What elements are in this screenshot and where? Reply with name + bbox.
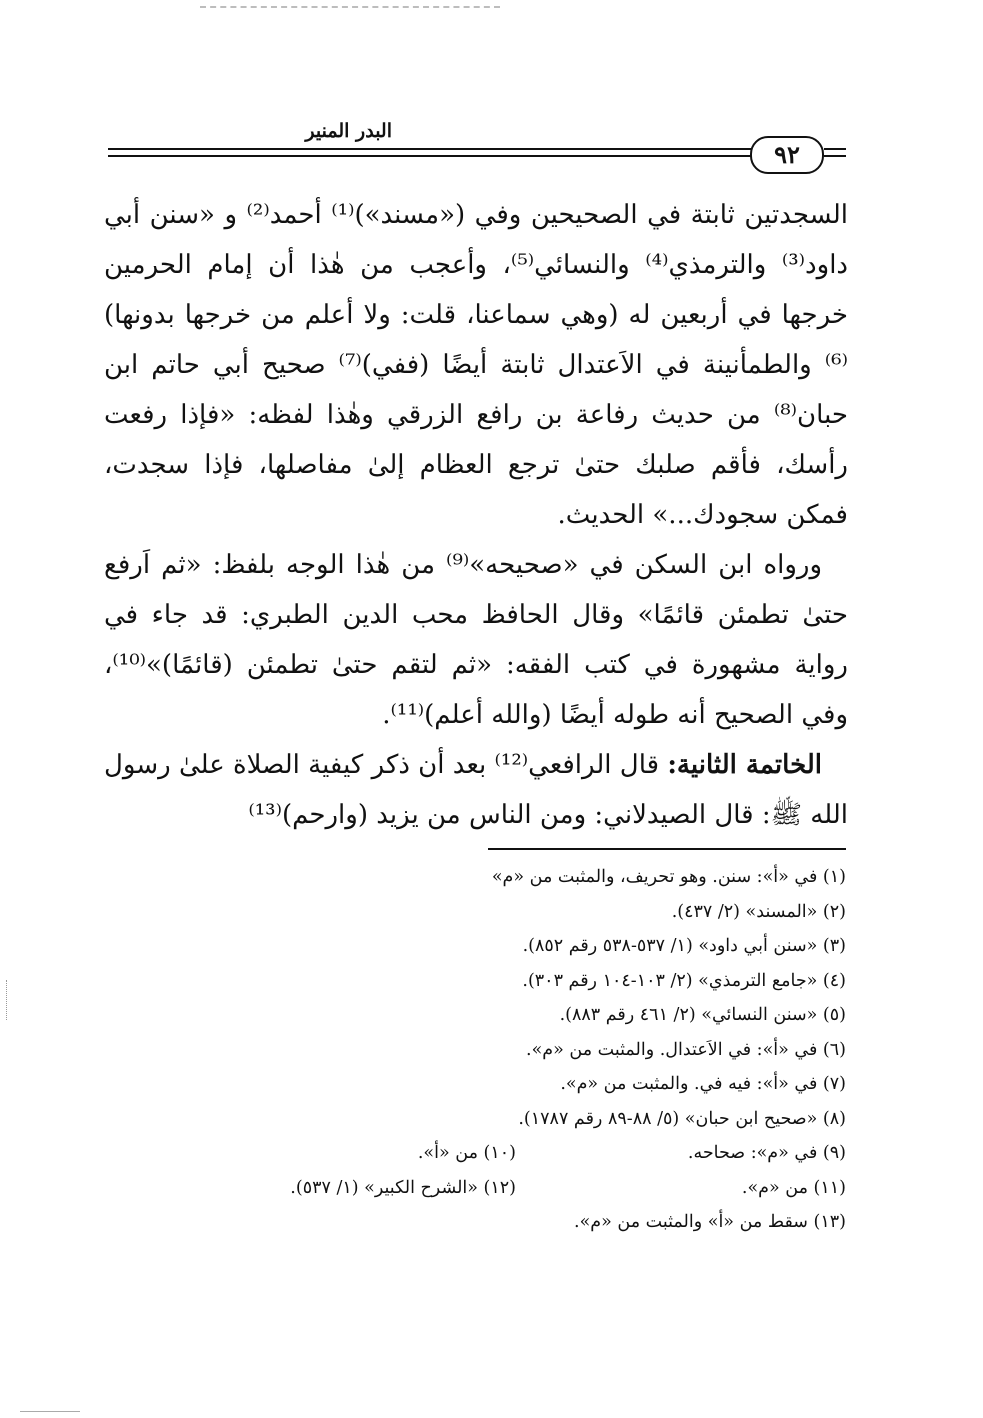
header-rule-top bbox=[108, 148, 756, 150]
paragraph-2 bbox=[104, 540, 848, 740]
footnote-13: (١٣) سقط من «أ» والمثبت من «م». bbox=[574, 1212, 846, 1232]
header-rule-bottom bbox=[108, 155, 756, 157]
footnotes bbox=[180, 860, 846, 1240]
section-heading: الخاتمة الثانية: bbox=[667, 750, 822, 780]
footnote-7: (٧) في «أ»: فيه في. والمثبت من «م». bbox=[560, 1074, 846, 1094]
scan-edge-mark bbox=[6, 980, 7, 1020]
footnote-pair-9-10 bbox=[180, 1136, 846, 1171]
footnote-8: (٨) «صحيح ابن حبان» (٥/ ٨٨-٨٩ رقم ١٧٨٧). bbox=[518, 1108, 846, 1129]
footnote-1: (١) في «أ»: سنن. وهو تحريف، والمثبت من «م» bbox=[491, 867, 846, 887]
page-header bbox=[108, 120, 846, 180]
paragraph-1 bbox=[104, 190, 848, 540]
paragraph-2-text: ورواه ابن السكن في «صحيحه»⁽⁹⁾ من هٰذا الوجه بلفظ: «ثم اَرفع حتىٰ تطمئن قائمًا» وقال الحافظ محب الدين الطبري: قد جاء في رواية مشهورة في كتب الفقه: «ثم لتقم حتىٰ تطمئن (قائمًا)»⁽¹⁰⁾، وفي الصحيح أنه طوله أيضًا (والله أعلم)⁽¹¹⁾. bbox=[104, 550, 848, 730]
footnote-12: (١٢) «الشرح الكبير» (١/ ٥٣٧). bbox=[290, 1177, 516, 1198]
scan-bottom-mark bbox=[20, 1411, 80, 1412]
top-edge-dashes bbox=[200, 6, 500, 12]
header-rule-left-bottom bbox=[824, 155, 846, 157]
running-head-title: البدر المنير bbox=[305, 120, 392, 142]
footnote-5: (٥) «سنن النسائي» (٢/ ٤٦١ رقم ٨٨٣). bbox=[559, 1005, 846, 1025]
paragraph-1-text: السجدتين ثابتة في الصحيحين وفي («مسند»)⁽¹⁾ أحمد⁽²⁾ و «سنن أبي داود⁽³⁾ والترمذي⁽⁴⁾ والنسائي⁽⁵⁾، وأعجب من هٰذا أن إمام الحرمين خرجها في أربعين له (وهي سماعنا، قلت: ولا أعلم من خرجها بدونها)⁽⁶⁾ والطمأنينة في الاَعتدال ثابتة أيضًا (ففي)⁽⁷⁾ صحيح أبي حاتم ابن حبان⁽⁸⁾ من حديث رفاعة بن رافع الزرقي وهٰذا لفظه: «فإذا رفعت رأسك، فأقم صلبك حتىٰ ترجع العظام إلىٰ مفاصلها، فإذا سجدت، فمكن سجودك...» الحديث. bbox=[104, 200, 849, 530]
footnote-3: (٣) «سنن أبي داود» (١/ ٥٣٧-٥٣٨ رقم ٨٥٢). bbox=[522, 936, 846, 956]
header-rule-left-top bbox=[824, 148, 846, 150]
paragraph-3-text: قال الرافعي⁽¹²⁾ بعد أن ذكر كيفية الصلاة علىٰ رسول الله ﷺ: قال الصيدلاني: ومن الناس من يزيد (وارحم)⁽¹³⁾ bbox=[104, 750, 848, 830]
footnote-11: (١١) من «م». bbox=[741, 1177, 846, 1198]
footnote-10: (١٠) من «أ». bbox=[417, 1143, 516, 1163]
main-text bbox=[104, 190, 848, 840]
footnote-9: (٩) في «م»: صحاحه. bbox=[687, 1143, 846, 1163]
page-number: ٩٢ bbox=[750, 136, 824, 174]
footnote-separator bbox=[488, 848, 846, 850]
footnote-4: (٤) «جامع الترمذي» (٢/ ١٠٣-١٠٤ رقم ٣٠٣). bbox=[522, 970, 846, 991]
footnote-pair-11-12 bbox=[180, 1171, 846, 1206]
paragraph-3 bbox=[104, 740, 848, 840]
footnote-6: (٦) في «أ»: في الاَعتدال. والمثبت من «م». bbox=[526, 1039, 846, 1060]
footnote-2: (٢) «المسند» (٢/ ٤٣٧). bbox=[671, 901, 846, 922]
